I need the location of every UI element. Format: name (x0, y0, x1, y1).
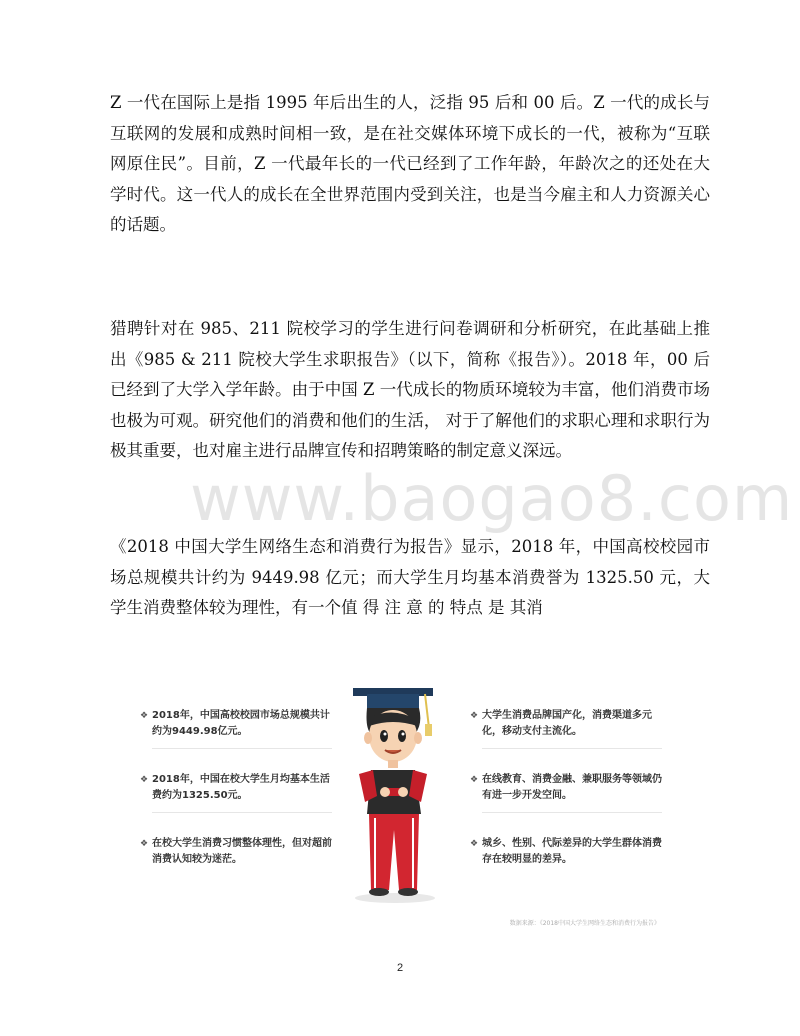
infographic-right-text: 在线教育、消费金融、兼职服务等领域仍有进一步开发空间。 (482, 774, 662, 801)
infographic-right-text: 城乡、性别、代际差异的大学生群体消费存在较明显的差异。 (482, 838, 662, 865)
infographic-right-item (470, 836, 662, 876)
diamond-bullet-icon: ❖ (140, 775, 149, 785)
diamond-bullet-icon: ❖ (470, 711, 479, 721)
diamond-bullet-icon: ❖ (470, 775, 479, 785)
infographic-left-text: 在校大学生消费习惯整体理性，但对超前消费认知较为迷茫。 (152, 838, 332, 865)
paragraph-1: Z 一代在国际上是指 1995 年后出生的人，泛指 95 后和 00 后。Z 一代的成长与互联网的发展和成熟时间相一致，是在社交媒体环境下成长的一代，被称为“互联网原住民”。目前，Z 一代最年长的一代已经到了工作年龄，年龄次之的还处在大学时代。这一代人的成长在全世界范围内受到关注，也是当今雇主和人力资源关心的话题。 (110, 93, 710, 234)
infographic-left-item (140, 708, 332, 749)
page-number: 2 (396, 962, 404, 974)
infographic-source: 数据来源：《2018中国大学生网络生态和消费行为报告》 (509, 920, 660, 927)
paragraph-2: 猎聘针对在 985、211 院校学习的学生进行问卷调研和分析研究，在此基础上推出《985 & 211 院校大学生求职报告》（以下，简称《报告》）。2018 年，00 后已经到了大学入学年龄。由于中国 Z 一代成长的物质环境较为丰富，他们消费市场也极为可观。研究他们的消费和他们的生活， 对于了解他们的求职心理和求职行为极其重要，也对雇主进行品牌宣传和招聘策略的制定意义深远。 (110, 319, 710, 460)
infographic-left-item (140, 772, 332, 813)
diamond-bullet-icon: ❖ (470, 839, 479, 849)
graduate-student-illustration (345, 684, 445, 904)
infographic-right-item (470, 708, 662, 749)
paragraph-3: 《2018 中国大学生网络生态和消费行为报告》显示，2018 年，中国高校校园市场总规模共计约为 9449.98 亿元；而大学生月均基本消费誉为 1325.50 元，大学生消费整体较为理性，有一个值 得 注 意 的 特点 是 其消 (110, 537, 710, 617)
watermark: www.baogao8.com (190, 462, 794, 535)
infographic-right-text: 大学生消费品牌国产化，消费渠道多元化，移动支付主流化。 (482, 710, 652, 737)
infographic-right-item (470, 772, 662, 813)
diamond-bullet-icon: ❖ (140, 711, 149, 721)
infographic-left-text: 2018年，中国高校校园市场总规模共计约为9449.98亿元。 (152, 710, 330, 737)
infographic-left-item (140, 836, 332, 876)
infographic-left-text: 2018年，中国在校大学生月均基本生活费约为1325.50元。 (152, 774, 330, 801)
consumption-infographic (140, 680, 660, 930)
diamond-bullet-icon: ❖ (140, 839, 149, 849)
